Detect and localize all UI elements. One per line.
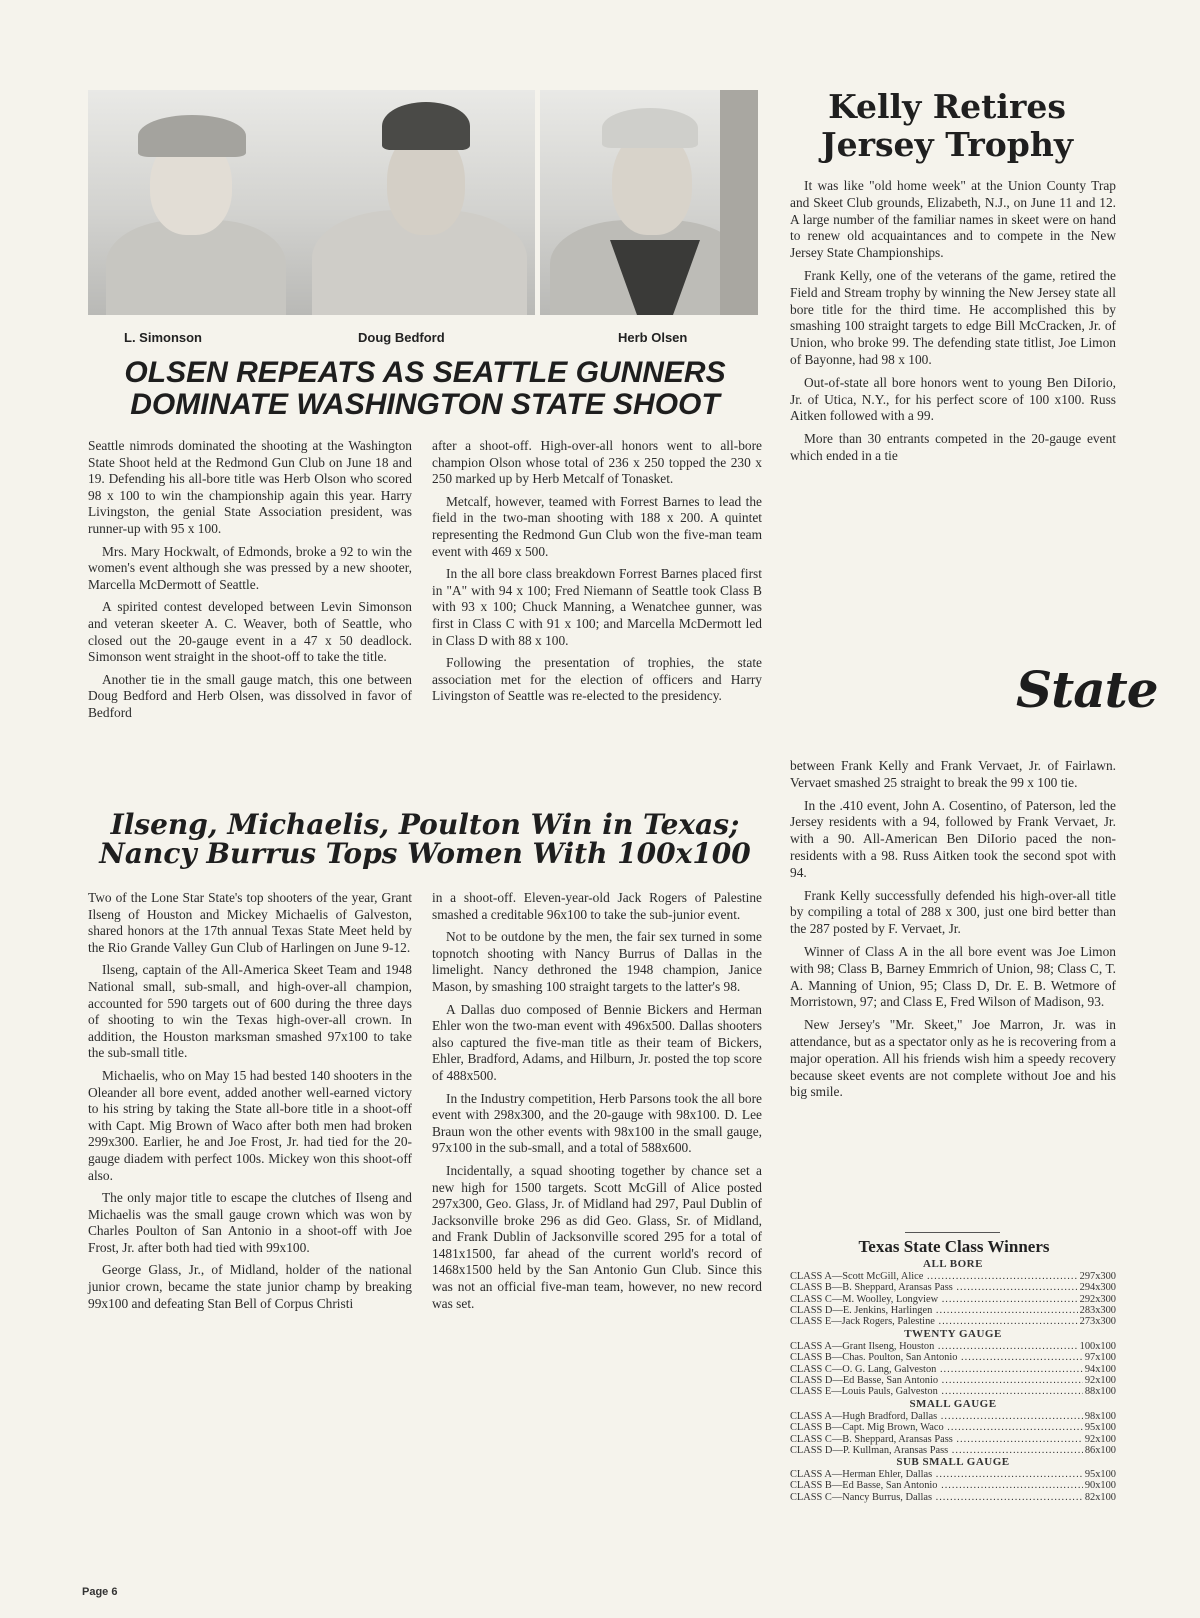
winner-class: CLASS C—M. Woolley, Longview .....: [790, 1294, 1078, 1305]
winner-class: CLASS B—Chas. Poulton, San Antonio .....: [790, 1352, 1083, 1363]
olsen-c2-p1: after a shoot-off. High-over-all honors went to all-bore champion Olson whose total of 236 x 250 topped the 230 x 250 marked up by Herb Metcalf of Tonasket.: [432, 438, 762, 487]
winner-score: 92x100: [1084, 1433, 1116, 1445]
winner-class: CLASS C—O. G. Lang, Galveston .....: [790, 1364, 1083, 1375]
winners-title: Texas State Class Winners: [858, 1237, 1050, 1256]
olsen-headline-line-2: DOMINATE WASHINGTON STATE SHOOT: [130, 387, 720, 421]
kelly-p5: between Frank Kelly and Frank Vervaet, Jr. of Fairlawn. Vervaet smashed 25 straight to break the 99 x 100 tie.: [790, 758, 1116, 790]
winner-score: 88x100: [1084, 1386, 1116, 1398]
winner-class: CLASS A—Hugh Bradford, Dallas .....: [790, 1411, 1083, 1422]
kelly-title-line-1: Kelly Retires: [828, 87, 1066, 126]
olsen-c2-p2: Metcalf, however, teamed with Forrest Barnes to lead the field in the two-man shooting with 188 x 200. A quintet representing the Redmond Gun Club won the five-man team event with 469 x 500.: [432, 493, 762, 559]
divider-rule: [905, 1232, 1000, 1233]
winner-row: [790, 1375, 1116, 1386]
winner-class: CLASS C—B. Sheppard, Aransas Pass .....: [790, 1434, 1083, 1445]
texas-c1-p3: Michaelis, who on May 15 had bested 140 shooters in the Oleander all bore event, added another well-earned victory to his string by taking the State all-bore title in a shoot-off with Capt. Mig Brown of Waco after both men had broken 299x300. Earlier, he and Joe Frost, Jr. had tied for the 20-gauge diadem with perfect 100s. Mickey won this shoot-off also.: [88, 1067, 412, 1183]
winner-row: [790, 1271, 1116, 1282]
winner-class: CLASS E—Jack Rogers, Palestine .....: [790, 1316, 1078, 1327]
winner-class: CLASS D—E. Jenkins, Harlingen .....: [790, 1305, 1078, 1316]
kelly-p9: New Jersey's "Mr. Skeet," Joe Marron, Jr. was in attendance, but as a spectator only as he is recovering from a major operation. All his friends wish him a speedy recovery because skeet events are not complete without Joe and his big smile.: [790, 1017, 1116, 1100]
winners-all-bore: [790, 1258, 1116, 1327]
winner-class: CLASS A—Grant Ilseng, Houston .....: [790, 1341, 1078, 1352]
kelly-p1: It was like "old home week" at the Union County Trap and Skeet Club grounds, Elizabeth, N.J., on June 11 and 12. A large number of the familiar names in skeet were on hand to renew old acquaintances and to compete in the New Jersey State Championships.: [790, 178, 1116, 261]
winner-row: [790, 1492, 1116, 1503]
texas-headline-line-2: Nancy Burrus Tops Women With 100x100: [99, 837, 751, 871]
caption-olsen: Herb Olsen: [618, 330, 688, 345]
photo-bedford: [302, 90, 535, 315]
winner-row: [790, 1434, 1116, 1445]
kelly-p3: Out-of-state all bore honors went to young Ben DiIorio, Jr. of Utica, N.Y., for his perfect score of 100 x100. Russ Aitken followed with a 99.: [790, 374, 1116, 424]
texas-c2-p1: in a shoot-off. Eleven-year-old Jack Rogers of Palestine smashed a creditable 96x100 to take the sub-junior event.: [432, 890, 762, 922]
winner-score: 283x300: [1079, 1304, 1116, 1316]
kelly-p4: More than 30 entrants competed in the 20-gauge event which ended in a tie: [790, 431, 1116, 463]
winner-row: [790, 1364, 1116, 1375]
olsen-c1-p2: Mrs. Mary Hockwalt, of Edmonds, broke a 92 to win the women's event although she was pressed by a new shooter, Marcella McDermott of Seattle.: [88, 543, 412, 592]
winner-row: [790, 1469, 1116, 1480]
kelly-p2: Frank Kelly, one of the veterans of the game, retired the Field and Stream trophy by winning the New Jersey state all bore title for the third time. He accomplished this by smashing 100 straight targets to edge Bill McCracken, Jr. of Union, who broke 99. The defending state titlist, Joe Limon of Bayonne, had 98 x 100.: [790, 267, 1116, 367]
winner-row: [790, 1305, 1116, 1316]
winner-score: 97x100: [1084, 1352, 1116, 1364]
winner-class: CLASS B—Capt. Mig Brown, Waco .....: [790, 1422, 1083, 1433]
winner-row: [790, 1341, 1116, 1352]
winner-score: 82x100: [1084, 1491, 1116, 1503]
kelly-p7: Frank Kelly successfully defended his high-over-all title by compiling a total of 288 x 300, just one bird better than the 287 posted by F. Vervaet, Jr.: [790, 887, 1116, 937]
winner-class: CLASS B—B. Sheppard, Aransas Pass .....: [790, 1282, 1078, 1293]
kelly-p6: In the .410 event, John A. Cosentino, of Paterson, led the Jersey residents with a 94, followed by Frank Vervaet, Jr. with a 90. All-American Ben DiIorio paced the non-residents with a 98. Russ Aitken took the second spot with 94.: [790, 797, 1116, 880]
winner-class: CLASS A—Scott McGill, Alice .....: [790, 1271, 1078, 1282]
kelly-title: [782, 88, 1112, 164]
winner-score: 90x100: [1084, 1480, 1116, 1492]
winner-row: [790, 1352, 1116, 1363]
texas-headline: [90, 810, 760, 869]
winner-score: 292x300: [1079, 1293, 1116, 1305]
winner-row: [790, 1282, 1116, 1293]
caption-bedford: Doug Bedford: [358, 330, 445, 345]
winner-score: 94x100: [1084, 1363, 1116, 1375]
section-heading: SUB SMALL GAUGE: [896, 1456, 1010, 1468]
kelly-title-line-2: Jersey Trophy: [820, 125, 1074, 164]
texas-c2-p2: Not to be outdone by the men, the fair sex turned in some topnotch shooting with Nancy Burrus of Dallas in the limelight. Nancy dethroned the 1948 champion, Janice Mason, by smashing 100 straight targets to the latter's 98.: [432, 929, 762, 994]
texas-c1-p1: Two of the Lone Star State's top shooters of the year, Grant Ilseng of Houston and Mickey Michaelis of Galveston, shared honors at the 17th annual Texas State Meet held by the Rio Grande Valley Gun Club of Harlingen on June 9-12.: [88, 890, 412, 955]
texas-c1-p4: The only major title to escape the clutches of Ilseng and Michaelis was the small gauge crown which was won by Charles Poulton of San Antonio in a shoot-off with Joe Frost, Jr. after both had tied with 99x100.: [88, 1190, 412, 1255]
texas-c2-p4: In the Industry competition, Herb Parsons took the all bore event with 298x300, and the 20-gauge with 98x100. D. Lee Braun won the other events with 98x100 in the small gauge, 97x100 in the sub-small, and a total of 588x600.: [432, 1090, 762, 1156]
texas-c2-p5: Incidentally, a squad shooting together by chance set a new high for 1500 targets. Scott McGill of Alice posted 297x300, Geo. Glass, Jr. of Midland had 297, Paul Dublin of Jacksonville broke 296 as did Geo. Glass, Sr. of Midland, and Frank Dublin of Jacksonville scored 295 for a total of 1481x1500, far ahead of the current world's record of 1468x1500 held by the San Antonio Gun Club. Since this was not an official five-man team, however, no new record was set.: [432, 1162, 762, 1311]
winner-row: [790, 1480, 1116, 1491]
winners-sub-small-gauge: [790, 1456, 1116, 1503]
olsen-column-1: [88, 438, 412, 728]
kelly-column-top: [790, 178, 1116, 471]
caption-simonson: L. Simonson: [124, 330, 202, 345]
section-heading: SMALL GAUGE: [909, 1398, 997, 1410]
olsen-column-2: [432, 438, 762, 711]
winner-row: [790, 1294, 1116, 1305]
texas-column-2: [432, 890, 762, 1318]
winner-class: CLASS A—Herman Ehler, Dallas .....: [790, 1469, 1083, 1480]
winner-row: [790, 1422, 1116, 1433]
winner-score: 98x100: [1084, 1411, 1116, 1423]
olsen-c2-p3: In the all bore class breakdown Forrest Barnes placed first in "A" with 94 x 100; Fred Niemann of Seattle took Class B with 93 x 100; Chuck Manning, a Wenatchee gunner, was first in Class C with 91 x 100; and Marcella McDermott led in Class D with 88 x 100.: [432, 566, 762, 648]
olsen-c1-p3: A spirited contest developed between Levin Simonson and veteran skeeter A. C. Weaver, both of Seattle, who closed out the 20-gauge event in a 47 x 50 deadlock. Simonson went straight in the shoot-off to take the title.: [88, 599, 412, 665]
winner-score: 297x300: [1079, 1271, 1116, 1283]
photo-simonson: [88, 90, 302, 315]
texas-headline-line-1: Ilseng, Michaelis, Poulton Win in Texas;: [110, 808, 740, 841]
winner-class: CLASS D—Ed Basse, San Antonio .....: [790, 1375, 1083, 1386]
state-script-word: State: [1016, 660, 1158, 719]
olsen-c1-p1: Seattle nimrods dominated the shooting at the Washington State Shoot held at the Redmond Gun Club on June 18 and 19. Defending his all-bore title was Herb Olson who scored 98 x 100 to win the championship again this year. Harry Livingston, the genial State Association president, was runner-up with 95 x 100.: [88, 438, 412, 536]
winner-score: 92x100: [1084, 1374, 1116, 1386]
texas-c1-p5: George Glass, Jr., of Midland, holder of the national junior crown, became the state junior champ by breaking 99x100 and defeating Stan Bell of Corpus Christi: [88, 1262, 412, 1311]
photo-olsen: [540, 90, 758, 315]
section-heading: TWENTY GAUGE: [904, 1328, 1002, 1340]
olsen-headline: [90, 357, 760, 420]
winner-class: CLASS E—Louis Pauls, Galveston .....: [790, 1386, 1083, 1397]
winners-small-gauge: [790, 1398, 1116, 1456]
winner-row: [790, 1445, 1116, 1456]
winner-score: 273x300: [1079, 1316, 1116, 1328]
page-number: Page 6: [82, 1586, 118, 1598]
winner-class: CLASS D—P. Kullman, Aransas Pass .....: [790, 1445, 1083, 1456]
winner-score: 100x100: [1079, 1341, 1116, 1353]
winner-row: [790, 1386, 1116, 1397]
winner-row: [790, 1316, 1116, 1327]
texas-c1-p2: Ilseng, captain of the All-America Skeet Team and 1948 National small, sub-small, and high-over-all champion, accounted for 590 targets out of 600 during the three days of shooting to win the Texas high-over-all crown. In addition, the Houston marksman smashed 97x100 to take the sub-small title.: [88, 962, 412, 1061]
winner-score: 86x100: [1084, 1444, 1116, 1456]
winner-class: CLASS C—Nancy Burrus, Dallas .....: [790, 1492, 1083, 1503]
olsen-c1-p4: Another tie in the small gauge match, this one between Doug Bedford and Herb Olsen, was dissolved in favor of Bedford: [88, 671, 412, 720]
kelly-column-bottom: [790, 758, 1116, 1107]
winners-twenty-gauge: [790, 1328, 1116, 1397]
kelly-p8: Winner of Class A in the all bore event was Joe Limon with 98; Class B, Barney Emmrich of Union, 98; Class C, T. A. Manning of Union, 95; Class D, Dr. E. B. Wetmore of Morristown, 97; and Class E, Fred Wilson of Madison, 93.: [790, 943, 1116, 1010]
winner-class: CLASS B—Ed Basse, San Antonio .....: [790, 1480, 1083, 1491]
winner-score: 95x100: [1084, 1422, 1116, 1434]
olsen-c2-p4: Following the presentation of trophies, the state association met for the election of officers and Harry Livingston of Seattle was re-elected to the presidency.: [432, 655, 762, 704]
section-heading: ALL BORE: [923, 1258, 983, 1270]
olsen-headline-line-1: OLSEN REPEATS AS SEATTLE GUNNERS: [124, 356, 726, 389]
texas-column-1: [88, 890, 412, 1318]
winner-row: [790, 1411, 1116, 1422]
winner-score: 95x100: [1084, 1469, 1116, 1481]
texas-c2-p3: A Dallas duo composed of Bennie Bickers and Herman Ehler won the two-man event with 496x500. Dallas shooters also captured the five-man title as their team of Bickers, Ehler, Bradford, Adams, and Hilburn, Jr. posted the top score of 488x500.: [432, 1001, 762, 1083]
winner-score: 294x300: [1079, 1282, 1116, 1294]
